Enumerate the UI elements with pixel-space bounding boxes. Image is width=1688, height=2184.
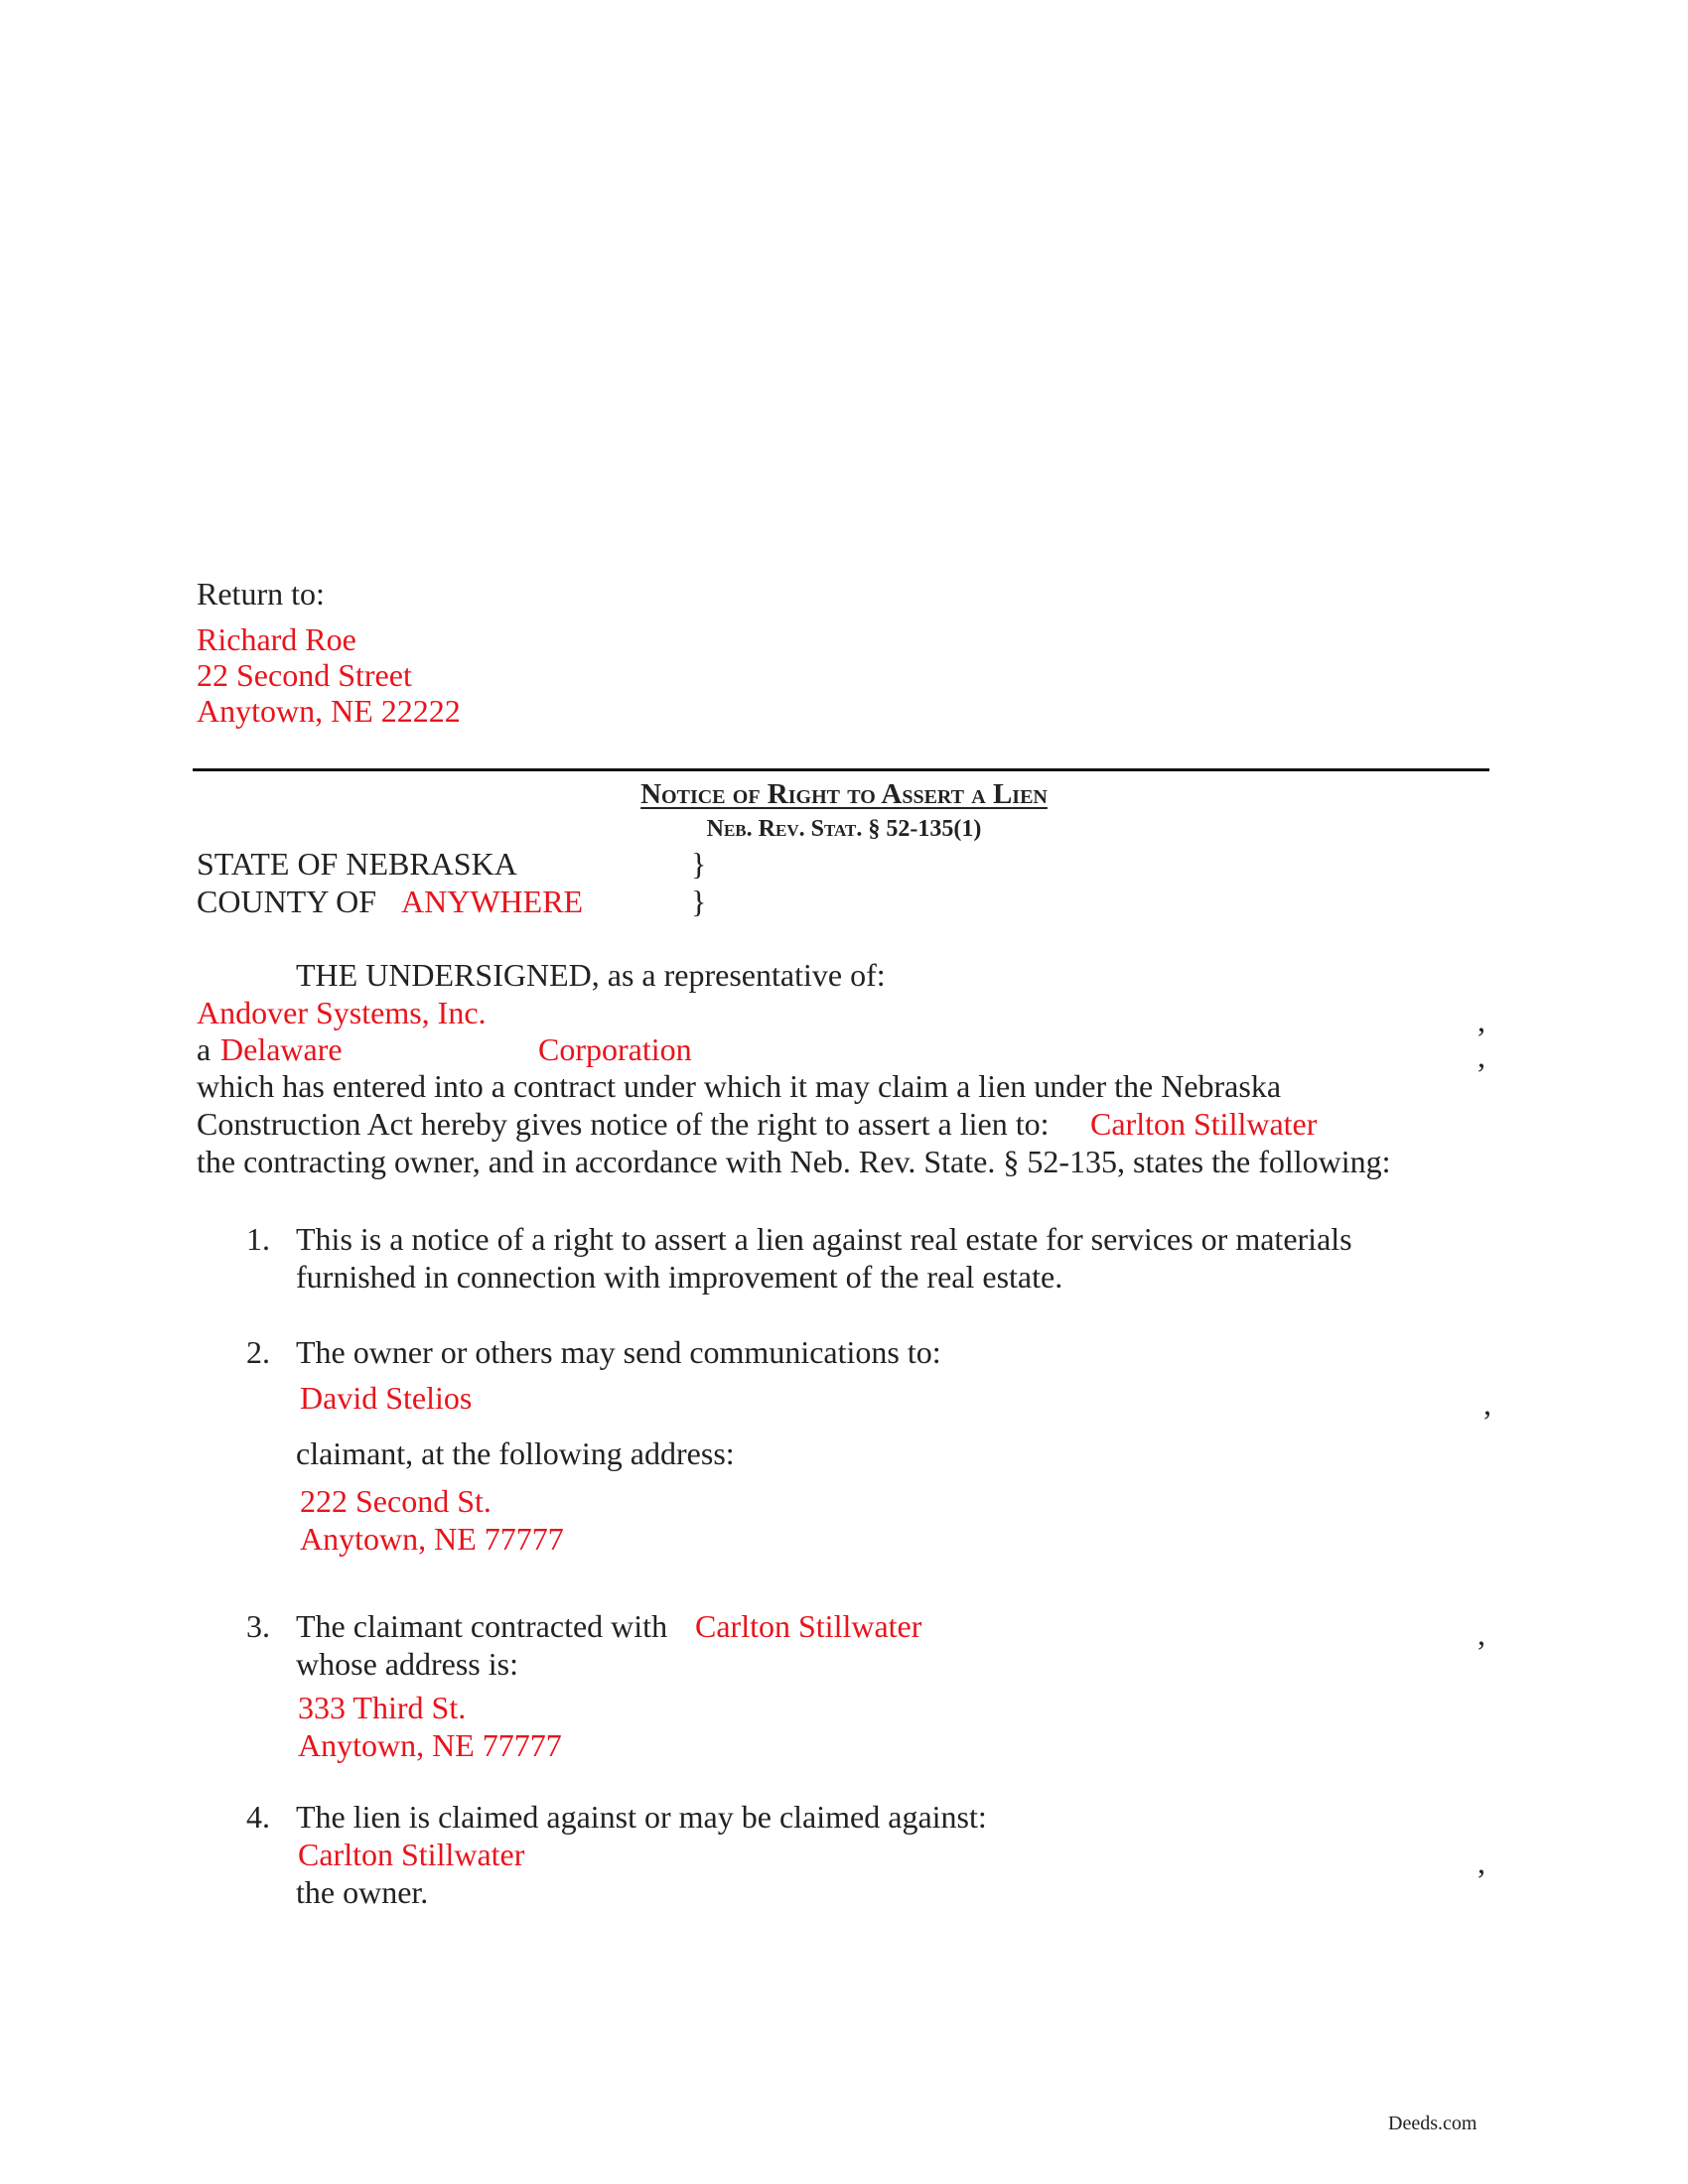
- contracting-owner: Carlton Stillwater: [1090, 1106, 1318, 1142]
- entity-type: Corporation: [538, 1031, 692, 1067]
- intro-line: THE UNDERSIGNED, as a representative of:: [296, 957, 886, 993]
- county-label: COUNTY OF: [197, 884, 377, 919]
- comma: ,: [1477, 1038, 1485, 1074]
- item-text: claimant, at the following address:: [296, 1435, 735, 1471]
- comma: ,: [1477, 1844, 1485, 1880]
- claimant-address-line: Anytown, NE 77777: [300, 1521, 564, 1557]
- return-to-city: Anytown, NE 22222: [197, 693, 461, 729]
- return-to-label: Return to:: [197, 576, 325, 612]
- comma: ,: [1477, 1616, 1485, 1652]
- comma: ,: [1483, 1386, 1491, 1422]
- item-text: The owner or others may send communications to:: [296, 1334, 941, 1370]
- intro-line: the contracting owner, and in accordance with Neb. Rev. State. § 52-135, states the following:: [197, 1144, 1391, 1179]
- venue-brace: }: [691, 884, 707, 919]
- item-text: whose address is:: [296, 1646, 518, 1682]
- intro-line: which has entered into a contract under which it may claim a lien under the Nebraska: [197, 1068, 1282, 1104]
- contract-party: Carlton Stillwater: [695, 1608, 922, 1644]
- state-line: STATE OF NEBRASKA: [197, 846, 517, 882]
- item-text: furnished in connection with improvement of the real estate.: [296, 1259, 1063, 1295]
- item-text: The lien is claimed against or may be claimed against:: [296, 1799, 987, 1835]
- statute-citation: Neb. Rev. Stat. § 52-135(1): [706, 816, 982, 842]
- county-name: ANYWHERE: [401, 884, 584, 919]
- venue-brace: }: [691, 846, 707, 882]
- party-address-line: 333 Third St.: [298, 1690, 467, 1725]
- document-title: Notice of Right to Assert a Lien: [640, 778, 1048, 810]
- item-text: The claimant contracted with: [296, 1608, 668, 1644]
- company-state: Delaware: [220, 1031, 343, 1067]
- item-text: the owner.: [296, 1874, 429, 1910]
- claimant-name: David Stelios: [300, 1380, 473, 1416]
- item-number: 3.: [246, 1608, 270, 1644]
- item-number: 4.: [246, 1799, 270, 1835]
- header-rule: [193, 768, 1489, 771]
- article-a: a: [197, 1031, 211, 1067]
- party-address-line: Anytown, NE 77777: [298, 1727, 562, 1763]
- claimant-address-line: 222 Second St.: [300, 1483, 492, 1519]
- return-to-name: Richard Roe: [197, 621, 356, 657]
- item-number: 1.: [246, 1221, 270, 1257]
- item-number: 2.: [246, 1334, 270, 1370]
- return-to-street: 22 Second Street: [197, 657, 412, 693]
- intro-line: Construction Act hereby gives notice of the right to assert a lien to:: [197, 1106, 1050, 1142]
- item-text: This is a notice of a right to assert a lien against real estate for services or materials: [296, 1221, 1352, 1257]
- claimant-company: Andover Systems, Inc.: [197, 995, 487, 1030]
- comma: ,: [1477, 1003, 1485, 1038]
- lien-owner: Carlton Stillwater: [298, 1837, 525, 1872]
- footer-brand: Deeds.com: [1388, 2113, 1477, 2134]
